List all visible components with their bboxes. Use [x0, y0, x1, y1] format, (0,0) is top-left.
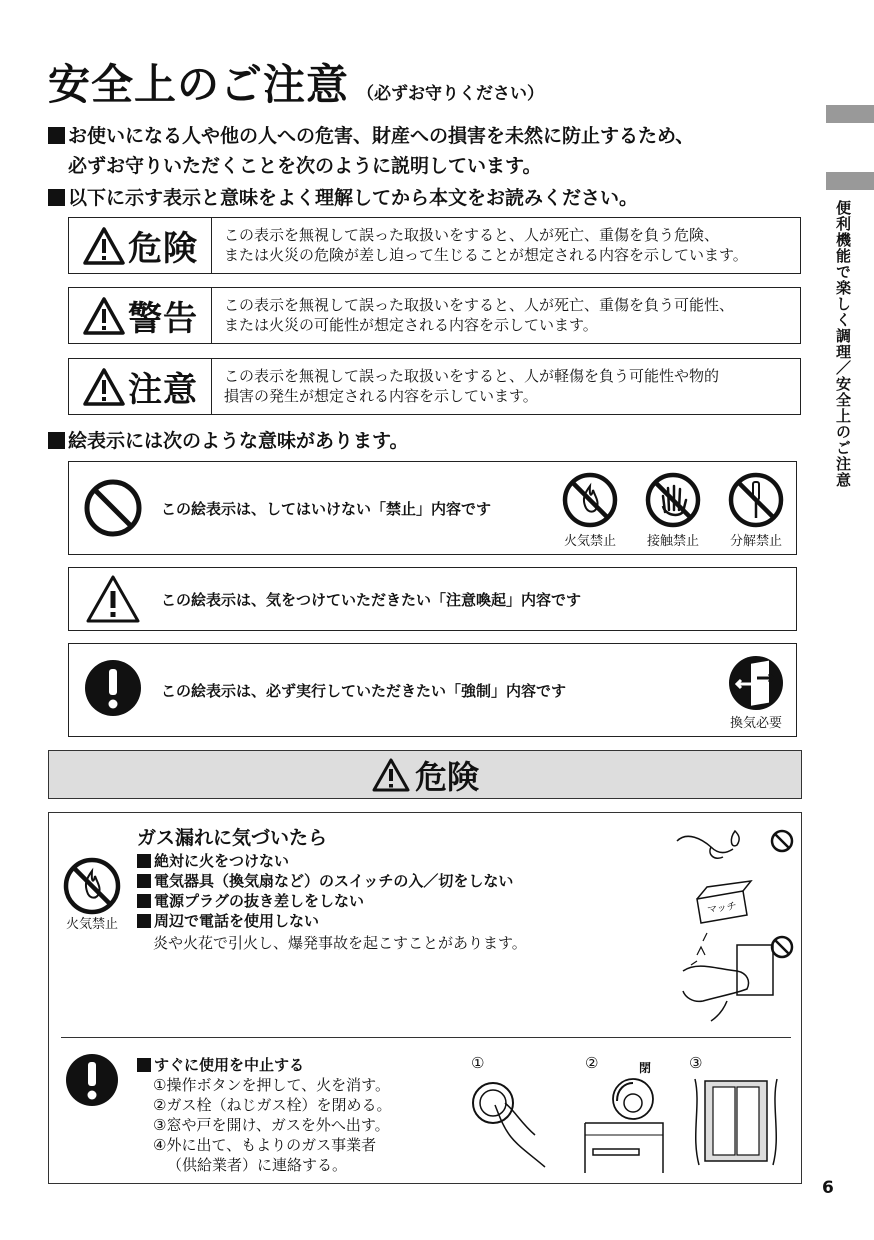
signal-warning-label: [69, 288, 212, 343]
figure-number-2: ②: [585, 1054, 599, 1072]
side-tab-lower: [826, 172, 874, 190]
gas-item-3-text: 電源プラグの抜き差しをしない: [154, 892, 365, 910]
stop-title: [137, 1055, 304, 1075]
close-label: 閉: [639, 1061, 652, 1075]
caption-no-disassemble: 分解禁止: [729, 534, 782, 549]
gas-item-1: [137, 851, 289, 871]
pictogram-heading-text: 絵表示には次のような意味があります。: [68, 430, 409, 452]
gas-item-3: [137, 891, 364, 911]
no-touch-icon: [645, 472, 701, 528]
mandatory-box: [68, 643, 797, 737]
page-title: [48, 52, 544, 112]
signal-warning-desc-1: この表示を無視して誤った取扱いをすると、人が死亡、重傷を負う可能性、: [224, 296, 735, 314]
step-2: ②ガス栓（ねじガス栓）を閉める。: [153, 1096, 392, 1114]
page-number: 6: [822, 1178, 834, 1198]
signal-caution-box: [68, 358, 801, 415]
mandatory-text: この絵表示は、必ず実行していただきたい「強制」内容です: [161, 682, 567, 700]
signal-caution-desc-2: 損害の発生が想定される内容を示しています。: [224, 387, 538, 405]
gas-item-2: [137, 871, 513, 891]
gas-illustrations: [667, 821, 795, 1031]
caption-no-touch: 接触禁止: [646, 534, 699, 549]
close-valve-illustration: [579, 1075, 669, 1175]
danger-box: [48, 812, 802, 1184]
signal-caution-label: [69, 359, 212, 414]
step-4: ④外に出て、もよりのガス事業者: [153, 1136, 377, 1154]
caption-ventilation: 換気必要: [729, 716, 782, 731]
caution-text: この絵表示は、気をつけていただきたい「注意喚起」内容です: [161, 591, 582, 609]
no-fire-icon: [562, 472, 618, 528]
danger-section-header: [48, 750, 802, 799]
step-1: ①操作ボタンを押して、火を消す。: [153, 1076, 390, 1094]
title-sub: （必ずお守りください）: [357, 84, 545, 104]
mandatory-icon: [83, 658, 143, 718]
signal-danger-desc: [212, 218, 800, 273]
warning-triangle-icon: [371, 757, 411, 793]
intro-line-2: 必ずお守りいただくことを次のように説明しています。: [68, 155, 542, 177]
side-section-label: 便利機能で楽しく調理／安全上のご注意: [834, 200, 852, 488]
open-window-illustration: [687, 1075, 785, 1171]
intro-line-3: [48, 182, 638, 214]
title-text: 安全上のご注意: [48, 60, 350, 109]
danger-icon-caption: 火気禁止: [65, 917, 118, 932]
warning-triangle-icon: [85, 573, 141, 625]
press-button-illustration: [465, 1075, 555, 1175]
signal-danger-word: 危険: [128, 229, 198, 269]
danger-header-text: 危険: [414, 757, 479, 796]
signal-danger-desc-1: この表示を無視して誤った取扱いをすると、人が死亡、重傷を負う危険、: [224, 226, 720, 244]
intro-text-1: お使いになる人や他の人への危害、財産への損害を未然に防止するため、: [68, 125, 695, 147]
signal-warning-desc-2: または火災の可能性が想定される内容を示しています。: [224, 316, 598, 334]
mandatory-icon: [65, 1053, 119, 1107]
no-fire-icon: [63, 857, 121, 915]
figure-number-1: ①: [471, 1054, 485, 1072]
danger-divider: [61, 1037, 791, 1038]
gas-item-1-text: 絶対に火をつけない: [154, 852, 290, 870]
match-label: マッチ: [706, 900, 738, 916]
prohibit-box: [68, 461, 797, 555]
prohibit-icon: [83, 478, 143, 538]
no-disassemble-icon: [728, 472, 784, 528]
figure-number-3: ③: [689, 1054, 703, 1072]
signal-danger-desc-2: または火災の危険が差し迫って生じることが想定される内容を示しています。: [224, 246, 748, 264]
signal-warning-desc: [212, 288, 800, 343]
caution-box: [68, 567, 797, 631]
signal-danger-box: [68, 217, 801, 274]
gas-item-2-text: 電気器具（換気扇など）のスイッチの入／切をしない: [154, 872, 514, 890]
signal-danger-label: [69, 218, 212, 273]
intro-line-1: [48, 120, 694, 152]
gas-note: 炎や火花で引火し、爆発事故を起こすことがあります。: [153, 934, 527, 952]
gas-item-4: [137, 911, 319, 931]
signal-caution-desc: [212, 359, 800, 414]
intro-text-3: 以下に示す表示と意味をよく理解してから本文をお読みください。: [68, 187, 639, 209]
warning-triangle-icon: [82, 367, 126, 407]
signal-caution-word: 注意: [128, 370, 198, 410]
stop-title-text: すぐに使用を中止する: [154, 1056, 305, 1074]
warning-triangle-icon: [82, 296, 126, 336]
caption-no-fire: 火気禁止: [563, 534, 616, 549]
signal-warning-box: [68, 287, 801, 344]
gas-leak-title: ガス漏れに気づいたら: [137, 827, 328, 849]
step-3: ③窓や戸を開け、ガスを外へ出す。: [153, 1116, 390, 1134]
signal-warning-word: 警告: [128, 299, 198, 339]
signal-caution-desc-1: この表示を無視して誤った取扱いをすると、人が軽傷を負う可能性や物的: [224, 367, 720, 385]
gas-item-4-text: 周辺で電話を使用しない: [154, 912, 320, 930]
ventilation-icon: [727, 654, 785, 712]
step-4-cont: （供給業者）に連絡する。: [167, 1156, 348, 1174]
prohibit-text: この絵表示は、してはいけない「禁止」内容です: [161, 500, 492, 518]
side-tab-upper: [826, 105, 874, 123]
warning-triangle-icon: [82, 226, 126, 266]
pictogram-heading: [48, 425, 408, 457]
